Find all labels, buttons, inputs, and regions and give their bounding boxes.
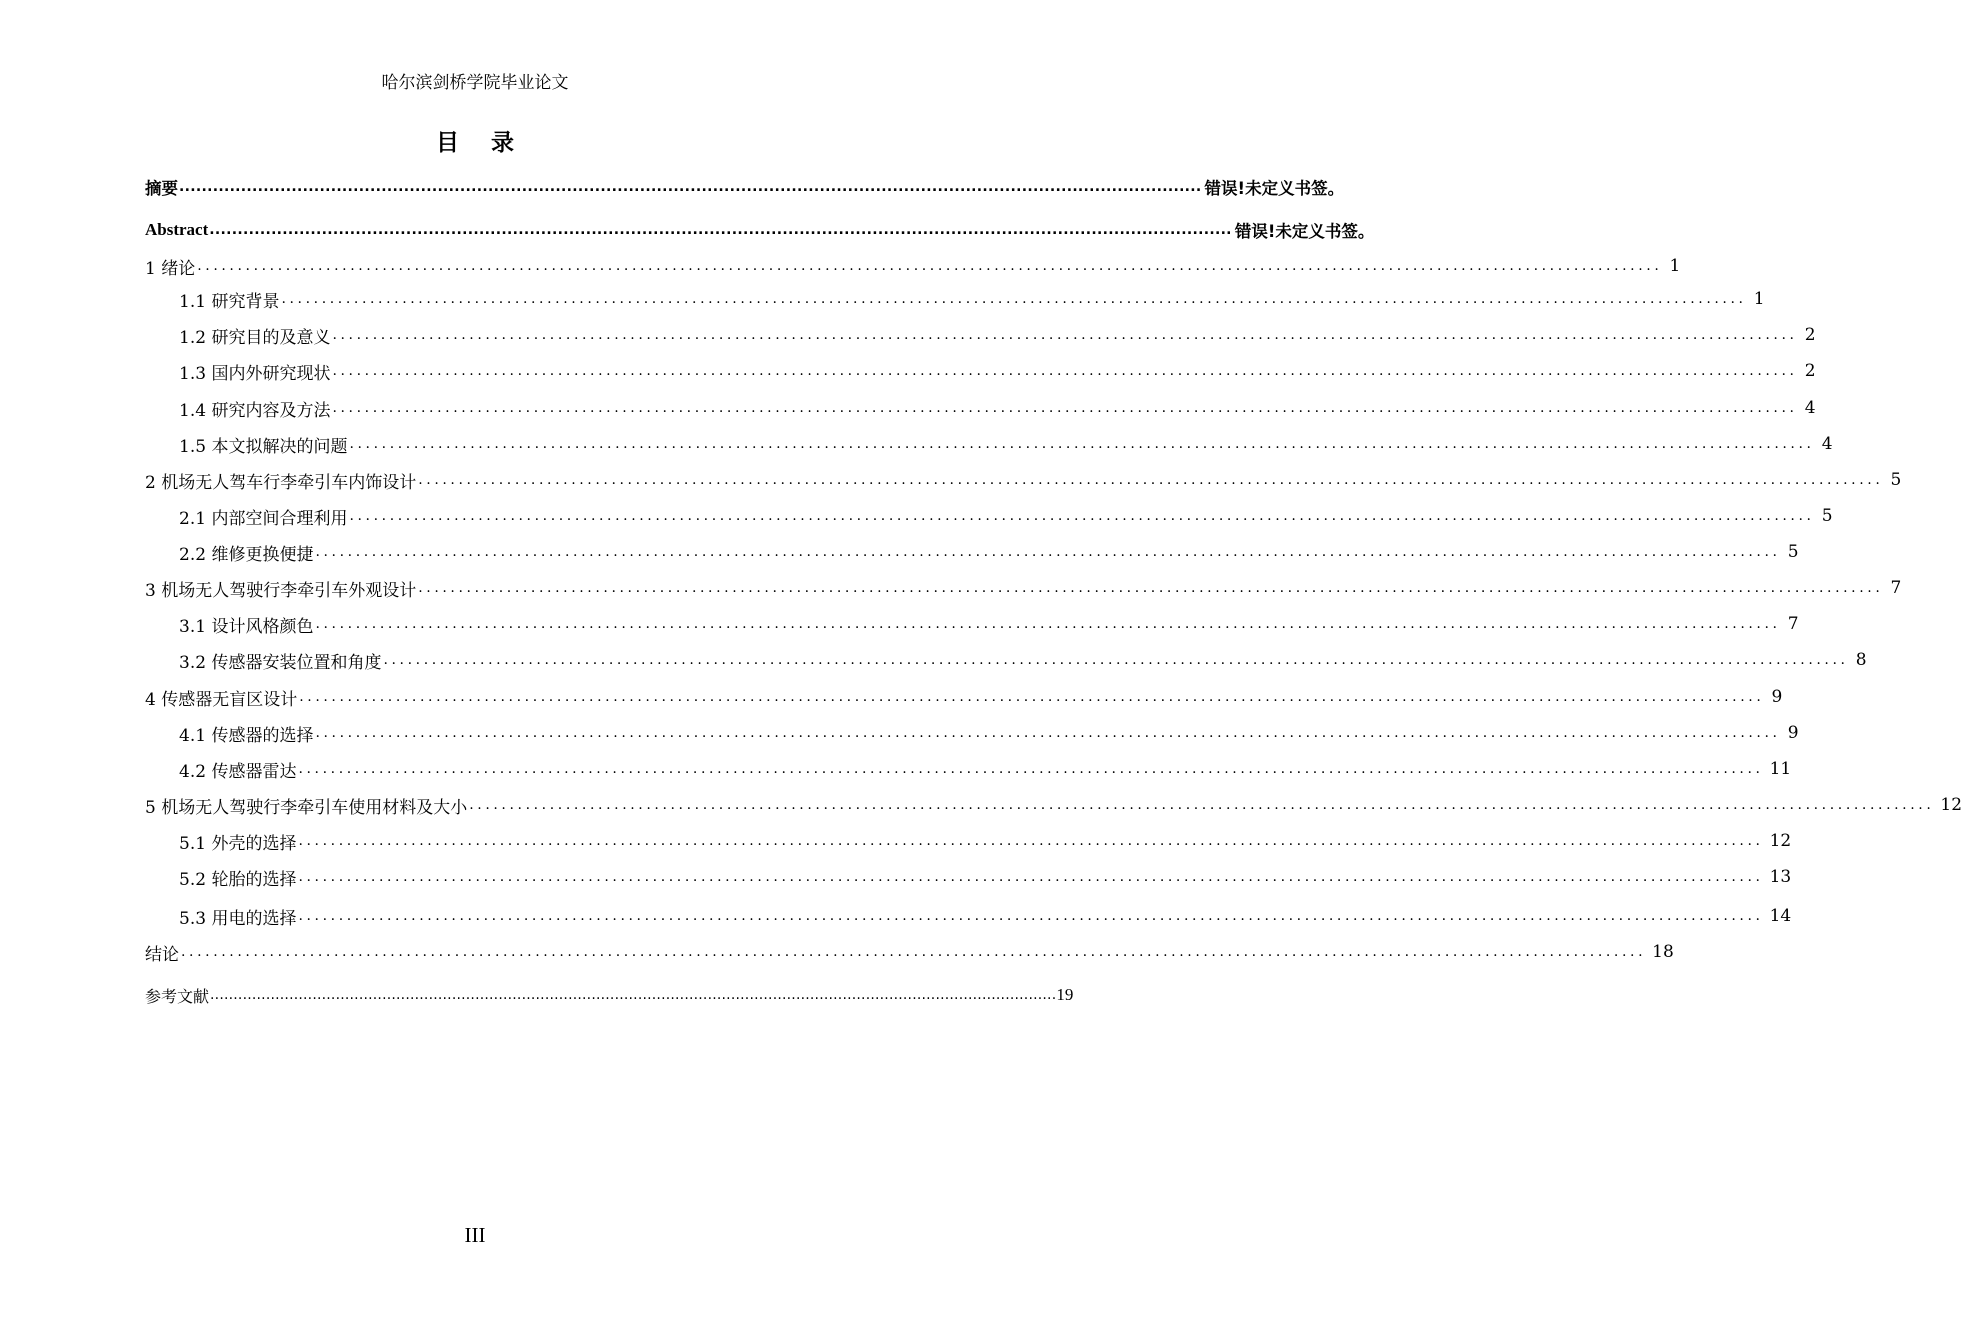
toc-entry-3-1[interactable] — [179, 609, 1799, 639]
toc-leader-dots: ...................................................................................................................................................................................... — [315, 616, 1781, 632]
toc-leader-dots: ...................................................................................................................................................................................... — [349, 436, 1815, 452]
toc-entry-page: 19 — [1056, 985, 1074, 1004]
toc-entry-label: 2 机场无人驾车行李牵引车内饰设计 — [145, 472, 417, 493]
toc-leader-dots: ...................................................................................................................................................................................... — [315, 725, 1781, 741]
toc-entry-page: 7 — [1787, 614, 1799, 634]
toc-entry-1-2[interactable] — [179, 320, 1816, 350]
toc-entry-1-4[interactable] — [179, 393, 1816, 423]
toc-entry-page: 2 — [1804, 325, 1816, 345]
toc-entry-abstract-en[interactable] — [145, 215, 1375, 245]
toc-leader-dots: ...................................................................................................................................................................................... — [315, 544, 1781, 560]
toc-entry-ch2[interactable] — [145, 465, 1902, 495]
toc-entry-page: 9 — [1771, 687, 1783, 707]
toc-entry-page: 错误!未定义书签。 — [1234, 222, 1375, 241]
toc-entry-label: 参考文献 — [145, 986, 210, 1006]
toc-entry-page: 7 — [1890, 578, 1902, 598]
toc-leader-dots: ...................................................................................................................................................................................... — [298, 908, 1764, 924]
toc-entry-label: 摘要 — [145, 179, 178, 198]
toc-entry-label: 3.1 设计风格颜色 — [179, 616, 314, 637]
toc-entry-conclusion[interactable] — [145, 937, 1674, 967]
toc-entry-1-3[interactable] — [179, 356, 1816, 386]
toc-entry-4-2[interactable] — [179, 754, 1792, 784]
toc-entry-2-1[interactable] — [179, 501, 1833, 531]
toc-entry-label: 1.2 研究目的及意义 — [179, 327, 331, 348]
toc-entry-page: 1 — [1669, 256, 1681, 276]
toc-entry-page: 错误!未定义书签。 — [1204, 179, 1345, 198]
toc-entry-page: 5 — [1821, 506, 1833, 526]
toc-entry-page: 5 — [1890, 470, 1902, 490]
toc-entry-page: 8 — [1855, 650, 1867, 670]
toc-entry-label: 4.2 传感器雷达 — [179, 761, 297, 782]
toc-entry-page: 9 — [1787, 723, 1799, 743]
toc-leader-dots: ...................................................................................................................................................................................... — [332, 327, 1798, 343]
toc-entry-4-1[interactable] — [179, 718, 1799, 748]
toc-leader-dots: ...................................................................................................................................................................................... — [469, 797, 1935, 813]
toc-leader-dots: ...................................................................................................................................................................................... — [298, 869, 1764, 885]
toc-entry-label: 4 传感器无盲区设计 — [145, 689, 298, 710]
toc-entry-page: 13 — [1769, 867, 1792, 887]
toc-entry-page: 12 — [1769, 831, 1792, 851]
running-header: 哈尔滨剑桥学院毕业论文 — [381, 73, 569, 93]
toc-entry-page: 1 — [1753, 289, 1765, 309]
toc-entry-page: 14 — [1769, 906, 1792, 926]
toc-entry-5-3[interactable] — [179, 901, 1792, 931]
toc-leader-dots: ...................................................................................................................................................................................... — [299, 689, 1765, 705]
toc-entry-ch5[interactable] — [145, 790, 1962, 820]
toc-entry-label: 1.3 国内外研究现状 — [179, 363, 331, 384]
toc-leader-dots: ...................................................................................................................................................................................... — [197, 258, 1663, 274]
toc-leader-dots: ...................................................................................................................................................................................... — [332, 400, 1798, 416]
toc-entry-ch1[interactable] — [145, 251, 1681, 281]
toc-entry-label: 2.2 维修更换便捷 — [179, 544, 314, 565]
toc-entry-label: 5.2 轮胎的选择 — [179, 869, 297, 890]
toc-entry-5-2[interactable] — [179, 862, 1792, 892]
toc-leader-dots: ...................................................................................................................................................................................... — [418, 472, 1884, 488]
toc-entry-label: 1.1 研究背景 — [179, 291, 280, 312]
toc-leader-dots: ...................................................................................................................................................................................... — [181, 944, 1647, 960]
toc-entry-page: 4 — [1804, 398, 1816, 418]
toc-entry-3-2[interactable] — [179, 645, 1867, 675]
toc-leader-dots: ...................................................................................................................................................................................... — [281, 291, 1747, 307]
toc-entry-label: 4.1 传感器的选择 — [179, 725, 314, 746]
toc-leader-dots: ...................................................................................................................................................................................... — [298, 761, 1764, 777]
toc-entry-label: 5.3 用电的选择 — [179, 908, 297, 929]
toc-title: 目 录 — [435, 130, 526, 156]
toc-leader-dots: ...................................................................................................................................................................................... — [383, 652, 1849, 668]
toc-leader-dots: ...................................................................................................................................................................................... — [179, 179, 1202, 195]
toc-entry-1-1[interactable] — [179, 284, 1765, 314]
toc-entry-abstract-cn[interactable] — [145, 172, 1345, 202]
toc-entry-label: Abstract — [145, 220, 209, 239]
toc-entry-label: 3.2 传感器安装位置和角度 — [179, 652, 382, 673]
toc-entry-references[interactable] — [145, 980, 1074, 1010]
toc-entry-label: 结论 — [145, 944, 179, 965]
toc-entry-page: 18 — [1652, 942, 1674, 962]
toc-leader-dots: ...................................................................................................................................................................................... — [332, 363, 1798, 379]
toc-entry-1-5[interactable] — [179, 429, 1833, 459]
page-number: III — [464, 1223, 486, 1247]
toc-entry-label: 1 绪论 — [145, 258, 196, 279]
toc-entry-page: 5 — [1787, 542, 1799, 562]
toc-entry-5-1[interactable] — [179, 826, 1792, 856]
toc-entry-label: 5 机场无人驾驶行李牵引车使用材料及大小 — [145, 797, 468, 818]
toc-entry-label: 3 机场无人驾驶行李牵引车外观设计 — [145, 580, 417, 601]
toc-entry-label: 1.5 本文拟解决的问题 — [179, 436, 348, 457]
toc-leader-dots: ...................................................................................................................................................................................... — [349, 508, 1815, 524]
toc-entry-ch3[interactable] — [145, 573, 1902, 603]
toc-entry-ch4[interactable] — [145, 682, 1783, 712]
toc-entry-page: 12 — [1940, 795, 1962, 815]
toc-entry-label: 5.1 外壳的选择 — [179, 833, 297, 854]
toc-entry-page: 4 — [1821, 434, 1833, 454]
toc-leader-dots: ...................................................................................................................................................................................... — [298, 833, 1764, 849]
toc-leader-dots: ...................................................................................................................................................................................... — [210, 987, 1057, 1003]
toc-entry-label: 2.1 内部空间合理利用 — [179, 508, 348, 529]
toc-leader-dots: ...................................................................................................................................................................................... — [209, 222, 1232, 238]
toc-leader-dots: ...................................................................................................................................................................................... — [418, 580, 1884, 596]
toc-entry-page: 11 — [1769, 759, 1792, 779]
toc-entry-label: 1.4 研究内容及方法 — [179, 400, 331, 421]
toc-entry-page: 2 — [1804, 361, 1816, 381]
toc-entry-2-2[interactable] — [179, 537, 1799, 567]
